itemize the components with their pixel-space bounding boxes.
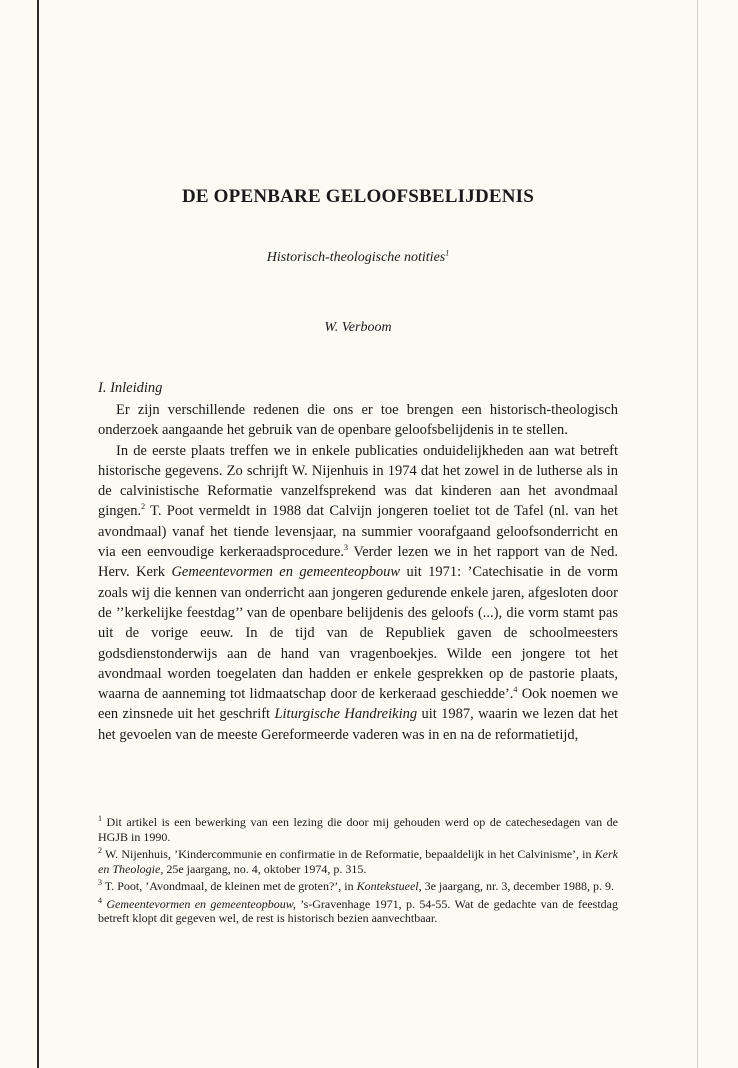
body-text — [98, 400, 618, 745]
footnote-3: $^3$ T. Poot, ’Avondmaal, de kleinen met de groten?’, in Kontekstueel, 3e jaargang, nr. 3, december 1988, p. 9. — [98, 878, 614, 893]
article-subtitle: Historisch-theologische notities$^1$ — [266, 248, 450, 265]
paragraph-2: In de eerste plaats treffen we in enkele publicaties onduidelijkheden aan wat betreft historische gegevens. Zo schrijft W. Nijenhuis in 1974 dat het zowel in de lutherse als in de calvinistische Reformatie vanzelfsprekend was dat kinderen aan het avondmaal gingen.$^2$ T. Poot vermeldt in 1988 dat Calvijn jongeren toeliet tot de Tafel (nl. van het avondmaal) vanaf het tiende levensjaar, na summier voorafgaand geloofsonderricht en via een eenvoudige kerkeraadsprocedure.$^3$ Verder lezen we in het rapport van de Ned. Herv. Kerk Gemeentevormen en gemeenteopbouw uit 1971: ’Catechisatie in de vorm zoals wij die kennen van onderricht aan jongeren gedurende enkele jaren, afgesloten door de ’’kerkelijke feestdag’’ van de openbare belijdenis des geloofs (...), die vorm stamt pas uit de vorige eeuw. In de tijd van de Republiek gaven de schoolmeesters godsdienstonderwijs aan de hand van vragenboekjes. Wilde een jongere tot het avondmaal worden toegelaten dan hadden er enkele gesprekken op de pastorie plaats, waarna de aanneming tot lidmaatschap door de kerkeraad geschiedde’.$^4$ Ook noemen we een zinsnede uit het geschrift Liturgische Handreiking uit 1987, waarin we lezen dat het het gevoelen van de meeste Gereformeerde vaderen was in en na de reformatietijd, — [98, 442, 619, 743]
footnote-ref-3[interactable]: 3 — [344, 543, 348, 553]
article-title: DE OPENBARE GELOOFSBELIJDENIS — [181, 186, 535, 207]
footnote-ref-4[interactable]: 4 — [513, 685, 518, 695]
section-heading: I. Inleiding — [98, 380, 163, 396]
footnote-4: $^4$ Gemeentevormen en gemeenteopbouw, ’s-Gravenhage 1971, p. 54-55. Wat de gedachte van de feestdag betreft klopt dit gegeven wel, de rest is historisch bezien aanvechtbaar. — [98, 895, 619, 925]
page-edge-right — [697, 0, 698, 1068]
footnotes — [98, 815, 618, 929]
footnote-2: $^2$ W. Nijenhuis, ’Kindercommunie en confirmatie in de Reformatie, bepaaldelijk in het Calvinisme’, in Kerk en Theologie, 25e jaargang, no. 4, oktober 1974, p. 315. — [98, 846, 618, 876]
footnote-1: $^1$ Dit artikel is een bewerking van een lezing die door mij gehouden werd op de catechesedagen van de HGJB in 1990. — [98, 814, 618, 844]
footnote-ref-2[interactable]: 2 — [141, 502, 146, 512]
article-author: W. Verboom — [324, 320, 392, 335]
paragraph-1: Er zijn verschillende redenen die ons er toe brengen een historisch-theologisch onderzoek aangaande het gebruik van de openbare geloofsbelijdenis in te stellen. — [98, 402, 618, 439]
page-edge-left — [37, 0, 39, 1068]
footnote-ref-1[interactable]: 1 — [445, 248, 450, 258]
